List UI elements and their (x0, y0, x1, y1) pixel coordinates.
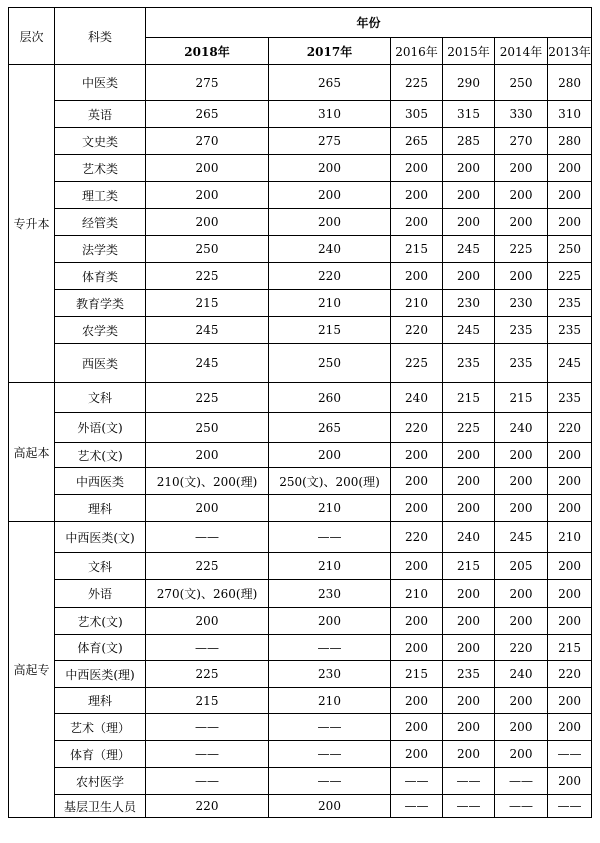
value-cell: 200 (495, 688, 548, 714)
score-table (8, 7, 592, 818)
value-cell: 200 (443, 209, 495, 236)
value-cell: 260 (269, 383, 391, 413)
value-cell: 210 (269, 553, 391, 580)
value-cell: 215 (391, 236, 443, 263)
value-cell: 200 (548, 688, 592, 714)
value-cell: 225 (146, 661, 269, 688)
value-cell: 200 (495, 608, 548, 635)
value-cell: 200 (391, 495, 443, 522)
category-cell: 体育(文) (55, 635, 146, 661)
category-cell: 外语 (55, 580, 146, 608)
category-cell: 理科 (55, 688, 146, 714)
value-cell: 200 (146, 155, 269, 182)
value-cell: 265 (269, 413, 391, 443)
header-category: 科类 (55, 8, 146, 65)
value-cell: —— (443, 795, 495, 818)
value-cell: 200 (495, 495, 548, 522)
value-cell: 225 (146, 263, 269, 290)
value-cell: 235 (495, 317, 548, 344)
value-cell: —— (146, 714, 269, 741)
table-row (9, 495, 592, 522)
table-row (9, 413, 592, 443)
value-cell: 200 (495, 443, 548, 468)
value-cell: 235 (548, 317, 592, 344)
value-cell: 200 (548, 768, 592, 795)
value-cell: —— (269, 768, 391, 795)
value-cell: 200 (391, 688, 443, 714)
table-row (9, 128, 592, 155)
table-row (9, 553, 592, 580)
value-cell: 200 (269, 795, 391, 818)
value-cell: 200 (391, 443, 443, 468)
value-cell: 225 (548, 263, 592, 290)
category-cell: 艺术(文) (55, 608, 146, 635)
category-cell: 经管类 (55, 209, 146, 236)
value-cell: 225 (391, 65, 443, 101)
value-cell: 235 (548, 290, 592, 317)
value-cell: 215 (146, 688, 269, 714)
value-cell: 205 (495, 553, 548, 580)
value-cell: 200 (269, 182, 391, 209)
category-cell: 英语 (55, 101, 146, 128)
value-cell: 200 (391, 553, 443, 580)
table-row (9, 635, 592, 661)
value-cell: 200 (548, 182, 592, 209)
value-cell: 215 (391, 661, 443, 688)
value-cell: 200 (443, 155, 495, 182)
value-cell: 275 (146, 65, 269, 101)
value-cell: 250 (146, 413, 269, 443)
value-cell: 250 (548, 236, 592, 263)
value-cell: 215 (548, 635, 592, 661)
table-row (9, 317, 592, 344)
category-cell: 法学类 (55, 236, 146, 263)
value-cell: 210 (391, 290, 443, 317)
table-row (9, 688, 592, 714)
value-cell: 200 (443, 495, 495, 522)
value-cell: 200 (495, 263, 548, 290)
category-cell: 艺术(文) (55, 443, 146, 468)
value-cell: 240 (269, 236, 391, 263)
value-cell: 215 (495, 383, 548, 413)
value-cell: 265 (391, 128, 443, 155)
value-cell: 330 (495, 101, 548, 128)
value-cell: 200 (269, 155, 391, 182)
value-cell: 220 (548, 413, 592, 443)
value-cell: —— (146, 741, 269, 768)
header-level: 层次 (9, 8, 55, 65)
category-cell: 西医类 (55, 344, 146, 383)
category-cell: 中医类 (55, 65, 146, 101)
value-cell: 220 (391, 317, 443, 344)
value-cell: 220 (495, 635, 548, 661)
value-cell: 210 (269, 688, 391, 714)
value-cell: 290 (443, 65, 495, 101)
value-cell: 270 (146, 128, 269, 155)
value-cell: 200 (548, 608, 592, 635)
table-row (9, 182, 592, 209)
value-cell: 240 (443, 522, 495, 553)
table-row (9, 383, 592, 413)
table-row (9, 608, 592, 635)
score-table-container (8, 7, 592, 818)
category-cell: 文科 (55, 553, 146, 580)
value-cell: 265 (269, 65, 391, 101)
value-cell: 200 (548, 714, 592, 741)
value-cell: 200 (146, 608, 269, 635)
value-cell: 245 (548, 344, 592, 383)
value-cell: 200 (495, 182, 548, 209)
value-cell: 235 (548, 383, 592, 413)
category-cell: 艺术类 (55, 155, 146, 182)
table-row (9, 443, 592, 468)
category-cell: 文科 (55, 383, 146, 413)
value-cell: —— (269, 522, 391, 553)
value-cell: 215 (146, 290, 269, 317)
value-cell: 215 (443, 383, 495, 413)
value-cell: 200 (391, 741, 443, 768)
category-cell: 理科 (55, 495, 146, 522)
value-cell: 285 (443, 128, 495, 155)
value-cell: 200 (443, 468, 495, 495)
category-cell: 教育学类 (55, 290, 146, 317)
value-cell: 200 (443, 635, 495, 661)
value-cell: 200 (548, 495, 592, 522)
category-cell: 文史类 (55, 128, 146, 155)
category-cell: 中西医类(理) (55, 661, 146, 688)
value-cell: 310 (269, 101, 391, 128)
value-cell: 200 (443, 608, 495, 635)
table-row (9, 741, 592, 768)
value-cell: 210(文)、200(理) (146, 468, 269, 495)
value-cell: 310 (548, 101, 592, 128)
value-cell: —— (391, 795, 443, 818)
value-cell: 200 (495, 741, 548, 768)
value-cell: 200 (495, 714, 548, 741)
value-cell: 200 (495, 468, 548, 495)
header-year-2013: 2013年 (548, 38, 592, 65)
value-cell: 200 (443, 580, 495, 608)
value-cell: 250 (146, 236, 269, 263)
value-cell: 200 (443, 714, 495, 741)
value-cell: 200 (548, 468, 592, 495)
value-cell: 240 (391, 383, 443, 413)
value-cell: 200 (391, 608, 443, 635)
header-year-group: 年份 (146, 8, 592, 38)
value-cell: —— (548, 741, 592, 768)
value-cell: 270 (495, 128, 548, 155)
value-cell: 200 (548, 443, 592, 468)
value-cell: 210 (548, 522, 592, 553)
value-cell: 225 (443, 413, 495, 443)
value-cell: —— (269, 714, 391, 741)
category-cell: 中西医类(文) (55, 522, 146, 553)
value-cell: 230 (495, 290, 548, 317)
value-cell: —— (269, 741, 391, 768)
category-cell: 中西医类 (55, 468, 146, 495)
value-cell: 200 (391, 155, 443, 182)
value-cell: 315 (443, 101, 495, 128)
table-row (9, 468, 592, 495)
value-cell: 220 (146, 795, 269, 818)
value-cell: 280 (548, 65, 592, 101)
value-cell: 200 (146, 182, 269, 209)
level-cell: 高起专 (9, 522, 55, 818)
value-cell: 200 (391, 714, 443, 741)
category-cell: 农村医学 (55, 768, 146, 795)
value-cell: 220 (269, 263, 391, 290)
category-cell: 体育（理） (55, 741, 146, 768)
level-cell: 专升本 (9, 65, 55, 383)
value-cell: 240 (495, 661, 548, 688)
value-cell: 200 (391, 209, 443, 236)
value-cell: 235 (495, 344, 548, 383)
value-cell: 200 (495, 209, 548, 236)
value-cell: 200 (391, 468, 443, 495)
category-cell: 外语(文) (55, 413, 146, 443)
value-cell: 200 (146, 209, 269, 236)
value-cell: 200 (548, 155, 592, 182)
table-row (9, 580, 592, 608)
header-year-2014: 2014年 (495, 38, 548, 65)
value-cell: 200 (269, 443, 391, 468)
table-row (9, 768, 592, 795)
value-cell: 215 (269, 317, 391, 344)
table-row (9, 236, 592, 263)
value-cell: —— (495, 768, 548, 795)
value-cell: 200 (443, 688, 495, 714)
value-cell: —— (495, 795, 548, 818)
value-cell: 200 (391, 263, 443, 290)
value-cell: 250 (269, 344, 391, 383)
table-row (9, 101, 592, 128)
value-cell: —— (269, 635, 391, 661)
value-cell: 210 (269, 290, 391, 317)
value-cell: 200 (269, 608, 391, 635)
category-cell: 体育类 (55, 263, 146, 290)
value-cell: 275 (269, 128, 391, 155)
table-row (9, 263, 592, 290)
value-cell: —— (146, 768, 269, 795)
table-row (9, 290, 592, 317)
table-body (9, 65, 592, 818)
value-cell: 200 (269, 209, 391, 236)
value-cell: —— (548, 795, 592, 818)
value-cell: 200 (443, 741, 495, 768)
table-row (9, 522, 592, 553)
level-cell: 高起本 (9, 383, 55, 522)
value-cell: 200 (391, 635, 443, 661)
table-row (9, 714, 592, 741)
value-cell: 200 (548, 209, 592, 236)
value-cell: 200 (443, 443, 495, 468)
value-cell: —— (146, 522, 269, 553)
value-cell: 200 (443, 182, 495, 209)
value-cell: 250 (495, 65, 548, 101)
value-cell: 200 (548, 553, 592, 580)
value-cell: 230 (443, 290, 495, 317)
value-cell: 240 (495, 413, 548, 443)
value-cell: 305 (391, 101, 443, 128)
value-cell: —— (443, 768, 495, 795)
table-row (9, 155, 592, 182)
value-cell: 225 (146, 553, 269, 580)
value-cell: 225 (146, 383, 269, 413)
table-row (9, 209, 592, 236)
header-year-2017: 2017年 (269, 38, 391, 65)
value-cell: 210 (269, 495, 391, 522)
category-cell: 农学类 (55, 317, 146, 344)
value-cell: 280 (548, 128, 592, 155)
value-cell: 265 (146, 101, 269, 128)
value-cell: 245 (443, 236, 495, 263)
value-cell: 230 (269, 661, 391, 688)
value-cell: 225 (391, 344, 443, 383)
value-cell: 200 (146, 495, 269, 522)
category-cell: 基层卫生人员 (55, 795, 146, 818)
category-cell: 理工类 (55, 182, 146, 209)
header-year-2016: 2016年 (391, 38, 443, 65)
value-cell: 250(文)、200(理) (269, 468, 391, 495)
value-cell: 200 (391, 182, 443, 209)
value-cell: 245 (146, 317, 269, 344)
table-row (9, 65, 592, 101)
value-cell: 215 (443, 553, 495, 580)
value-cell: 235 (443, 344, 495, 383)
value-cell: 200 (146, 443, 269, 468)
table-row (9, 661, 592, 688)
value-cell: —— (391, 768, 443, 795)
value-cell: 200 (495, 580, 548, 608)
header-year-2015: 2015年 (443, 38, 495, 65)
value-cell: 200 (495, 155, 548, 182)
value-cell: 270(文)、260(理) (146, 580, 269, 608)
value-cell: 220 (391, 522, 443, 553)
value-cell: —— (146, 635, 269, 661)
value-cell: 245 (495, 522, 548, 553)
value-cell: 220 (548, 661, 592, 688)
value-cell: 245 (443, 317, 495, 344)
value-cell: 245 (146, 344, 269, 383)
value-cell: 210 (391, 580, 443, 608)
value-cell: 225 (495, 236, 548, 263)
value-cell: 235 (443, 661, 495, 688)
category-cell: 艺术（理） (55, 714, 146, 741)
value-cell: 230 (269, 580, 391, 608)
value-cell: 200 (443, 263, 495, 290)
header-year-2018: 2018年 (146, 38, 269, 65)
table-row (9, 795, 592, 818)
value-cell: 200 (548, 580, 592, 608)
value-cell: 220 (391, 413, 443, 443)
table-row (9, 344, 592, 383)
